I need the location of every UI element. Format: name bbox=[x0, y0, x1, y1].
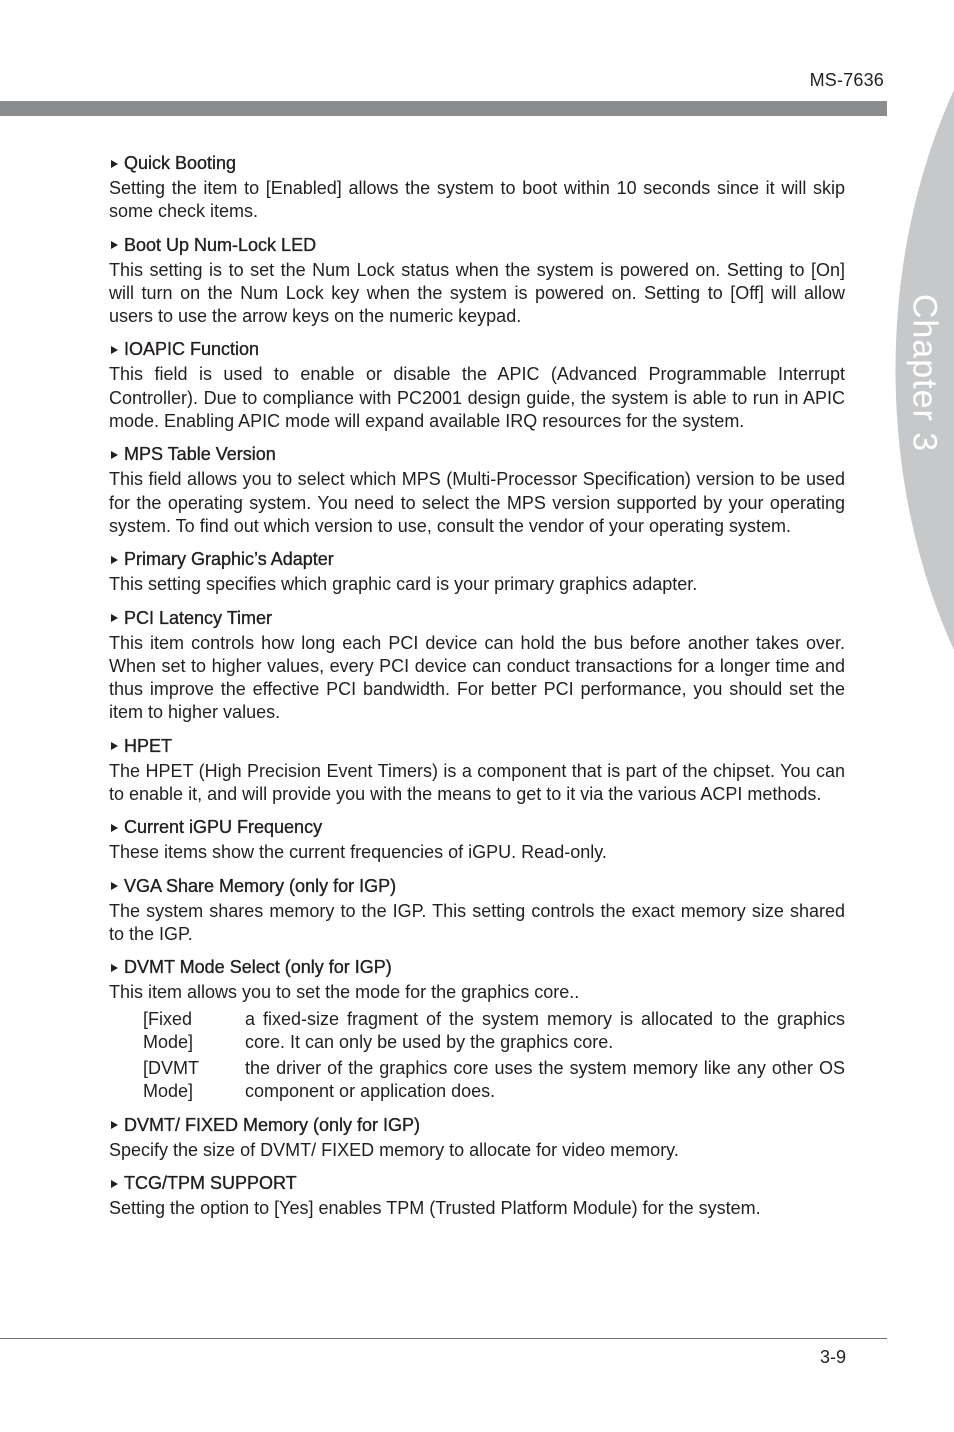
item-title-text: DVMT Mode Select (only for IGP) bbox=[124, 957, 392, 978]
chapter-label: Chapter 3 bbox=[905, 293, 944, 453]
item-dvmt-fixed-memory bbox=[109, 1114, 845, 1162]
item-title bbox=[109, 1172, 845, 1195]
item-description: Setting the option to [Yes] enables TPM (Trusted Platform Module) for the system. bbox=[109, 1198, 761, 1219]
item-primary-graphics-adapter bbox=[109, 548, 845, 596]
item-dvmt-mode-select bbox=[109, 956, 845, 1103]
item-tcg-tpm-support bbox=[109, 1172, 845, 1220]
item-quick-booting bbox=[109, 152, 845, 224]
item-mps-table-version bbox=[109, 443, 845, 538]
footer-rule bbox=[0, 1338, 887, 1339]
item-title-text: MPS Table Version bbox=[124, 444, 276, 465]
item-title bbox=[109, 816, 845, 839]
item-description: The HPET (High Precision Event Timers) is a component that is part of the chipset. You can to enable it, and will provide you with the means to get to it via the various ACPI methods. bbox=[109, 760, 845, 805]
bullet-triangle-icon bbox=[111, 614, 118, 622]
item-current-igpu-frequency bbox=[109, 816, 845, 864]
item-title bbox=[109, 607, 845, 630]
bullet-triangle-icon bbox=[111, 824, 118, 832]
option-row-dvmt-mode bbox=[109, 1057, 845, 1104]
bullet-triangle-icon bbox=[111, 964, 118, 972]
bullet-triangle-icon bbox=[111, 556, 118, 564]
item-title-text: HPET bbox=[124, 735, 173, 756]
item-title bbox=[109, 443, 845, 466]
item-title-text: DVMT/ FIXED Memory (only for IGP) bbox=[124, 1114, 421, 1135]
option-list bbox=[109, 1008, 845, 1104]
item-hpet bbox=[109, 735, 845, 807]
option-value: the driver of the graphics core uses the system memory like any other OS component or application does. bbox=[245, 1058, 845, 1102]
item-title bbox=[109, 875, 845, 898]
item-title bbox=[109, 1114, 845, 1137]
option-value: a fixed-size fragment of the system memory is allocated to the graphics core. It can only be used by the graphics core. bbox=[245, 1008, 845, 1052]
item-description: This setting specifies which graphic card is your primary graphics adapter. bbox=[109, 574, 698, 595]
option-row-fixed-mode bbox=[109, 1008, 845, 1055]
bullet-triangle-icon bbox=[111, 742, 118, 750]
item-pci-latency-timer bbox=[109, 607, 845, 725]
item-description: Setting the item to [Enabled] allows the system to boot within 10 seconds since it will skip some check items. bbox=[109, 178, 845, 222]
item-description: This setting is to set the Num Lock status when the system is powered on. Setting to [On] will turn on the Num Lock key when the system is powered on. Setting to [Off] will allow users to use the arrow keys on the numeric keypad. bbox=[109, 259, 845, 327]
item-title-text: IOAPIC Function bbox=[124, 339, 260, 360]
item-description: This item controls how long each PCI device can hold the bus before another takes over. When set to higher values, every PCI device can conduct transactions for a longer time and thus improve the effective PCI bandwidth. For better PCI performance, you should set the item to higher values. bbox=[109, 632, 845, 723]
page-number: 3-9 bbox=[819, 1347, 846, 1367]
item-description: Specify the size of DVMT/ FIXED memory to allocate for video memory. bbox=[109, 1139, 679, 1160]
item-title-text: Boot Up Num-Lock LED bbox=[124, 234, 317, 255]
item-title-text: Quick Booting bbox=[124, 153, 237, 173]
item-ioapic-function bbox=[109, 338, 845, 433]
item-title bbox=[109, 735, 845, 758]
item-title-text: Current iGPU Frequency bbox=[124, 817, 323, 838]
item-description: These items show the current frequencies of iGPU. Read-only. bbox=[109, 842, 607, 863]
item-vga-share-memory bbox=[109, 875, 845, 947]
bullet-triangle-icon bbox=[111, 882, 118, 890]
bullet-triangle-icon bbox=[111, 346, 118, 354]
option-key: [DVMT Mode] bbox=[143, 1058, 199, 1102]
item-description: This item allows you to set the mode for the graphics core.. bbox=[109, 982, 580, 1003]
bullet-triangle-icon bbox=[111, 1121, 118, 1129]
item-title bbox=[109, 338, 845, 361]
bullet-triangle-icon bbox=[111, 1180, 118, 1188]
item-title bbox=[109, 234, 845, 257]
item-title-text: PCI Latency Timer bbox=[124, 607, 273, 628]
content bbox=[109, 152, 845, 1230]
bullet-triangle-icon bbox=[111, 451, 118, 459]
model-number: MS-7636 bbox=[809, 70, 884, 90]
header-bar bbox=[0, 101, 887, 116]
item-boot-up-num-lock-led bbox=[109, 234, 845, 329]
item-title bbox=[109, 548, 845, 571]
bullet-triangle-icon bbox=[111, 241, 118, 249]
item-description: This field allows you to select which MPS (Multi-Processor Specification) version to be used for the operating system. You need to select the MPS version supported by your operating system. To find out which version to use, consult the vendor of your operating system. bbox=[109, 469, 845, 536]
bullet-triangle-icon bbox=[111, 160, 118, 168]
item-title bbox=[109, 956, 845, 979]
item-title-text: VGA Share Memory (only for IGP) bbox=[124, 875, 397, 896]
item-title-text: Primary Graphic’s Adapter bbox=[124, 549, 334, 570]
item-description: The system shares memory to the IGP. This setting controls the exact memory size shared to the IGP. bbox=[109, 900, 845, 944]
option-key: [Fixed Mode] bbox=[143, 1008, 194, 1052]
item-description: This field is used to enable or disable the APIC (Advanced Programmable Interrupt Controller). Due to compliance with PC2001 design guide, the system is able to run in APIC mode. Enabling APIC mode will expand available IRQ resources for the system. bbox=[109, 364, 845, 432]
item-title-text: TCG/TPM SUPPORT bbox=[124, 1173, 297, 1194]
item-title bbox=[109, 152, 845, 175]
